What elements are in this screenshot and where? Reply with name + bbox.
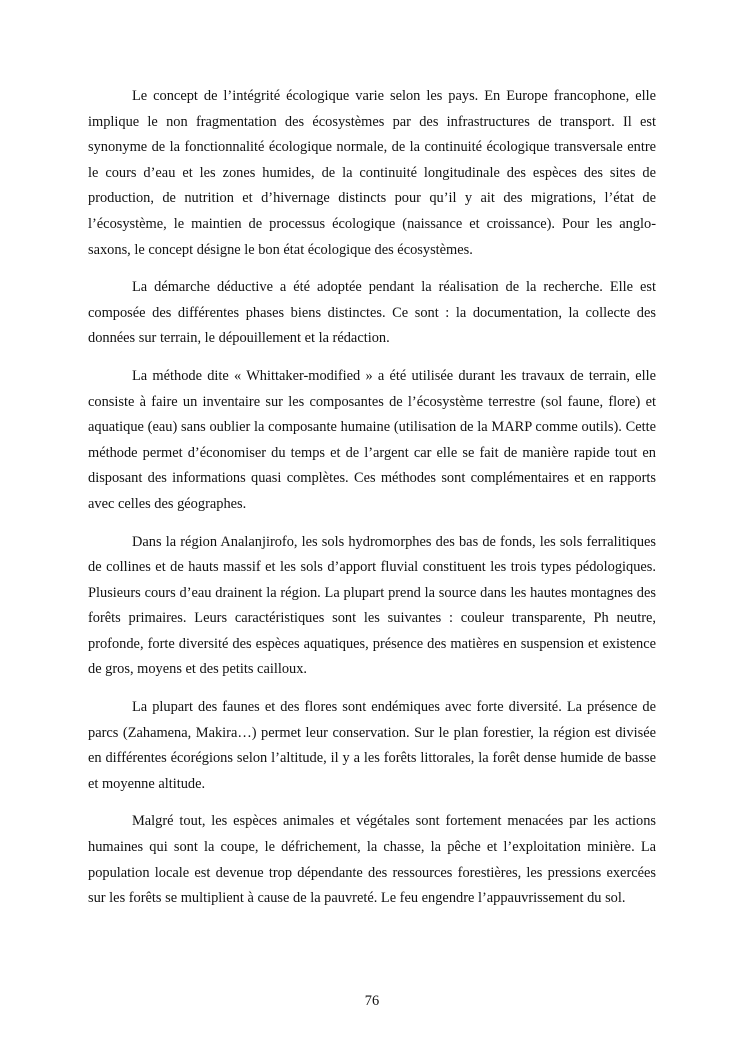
paragraph-deductive-approach: La démarche déductive a été adoptée pendant la réalisation de la recherche. Elle est composée des différentes phases biens distinctes. Ce sont : la documentation, la collecte des données sur terrain, le dépouillement et la rédaction.: [88, 279, 656, 347]
paragraph-soils-and-rivers: Dans la région Analanjirofo, les sols hydromorphes des bas de fonds, les sols ferralitiques de collines et de hauts massif et les sols d’apport fluvial constituent les trois types pédologiques. Plusieurs cours d’eau drainent la région. La plupart prend la source dans les hautes montagnes des forêts primaires. Leurs caractéristiques sont les suivantes : couleur transparente, Ph neutre, profonde, forte diversité des espèces aquatiques, présence des matières en suspension et existence de gros, moyens et des petits cailloux.: [88, 533, 656, 678]
page-number: 76: [364, 993, 380, 1009]
paragraph-fauna-flora: La plupart des faunes et des flores sont endémiques avec forte diversité. La présence de parcs (Zahamena, Makira…) permet leur conservation. Sur le plan forestier, la région est divisée en différentes écorégions selon l’altitude, il y a les forêts littorales, la forêt dense humide de basse et moyenne altitude.: [88, 699, 656, 792]
paragraph-ecological-integrity: Le concept de l’intégrité écologique varie selon les pays. En Europe francophone, elle implique le non fragmentation des écosystèmes par des infrastructures de transport. Il est synonyme de la fonctionnalité écologique normale, de la continuité écologique transversale entre le cours d’eau et les zones humides, de la continuité longitudinale des espèces des sites de production, de nutrition et d’hivernage distincts pour qu’il y ait des migrations, l’état de l’écosystème, le maintien de processus écologique (naissance et croissance). Pour les anglo-saxons, le concept désigne le bon état écologique des écosystèmes.: [88, 88, 656, 258]
body-text: [88, 84, 656, 924]
paragraph-whittaker-method: La méthode dite « Whittaker-modified » a été utilisée durant les travaux de terrain, elle consiste à faire un inventaire sur les composantes de l’écosystème terrestre (sol faune, flore) et aquatique (eau) sans oublier la composante humaine (utilisation de la MARP comme outils). Cette méthode permet d’économiser du temps et de l’argent car elle se fait de manière rapide tout en disposant des informations quasi complètes. Ces méthodes sont complémentaires et en rapports avec celles des géographes.: [88, 367, 656, 512]
paragraph-human-threats: Malgré tout, les espèces animales et végétales sont fortement menacées par les actions humaines qui sont la coupe, le défrichement, la chasse, la pêche et l’exploitation minière. La population locale est devenue trop dépendante des ressources forestières, les pressions exercées sur les forêts se multiplient à cause de la pauvreté. Le feu engendre l’appauvrissement du sol.: [88, 813, 656, 907]
